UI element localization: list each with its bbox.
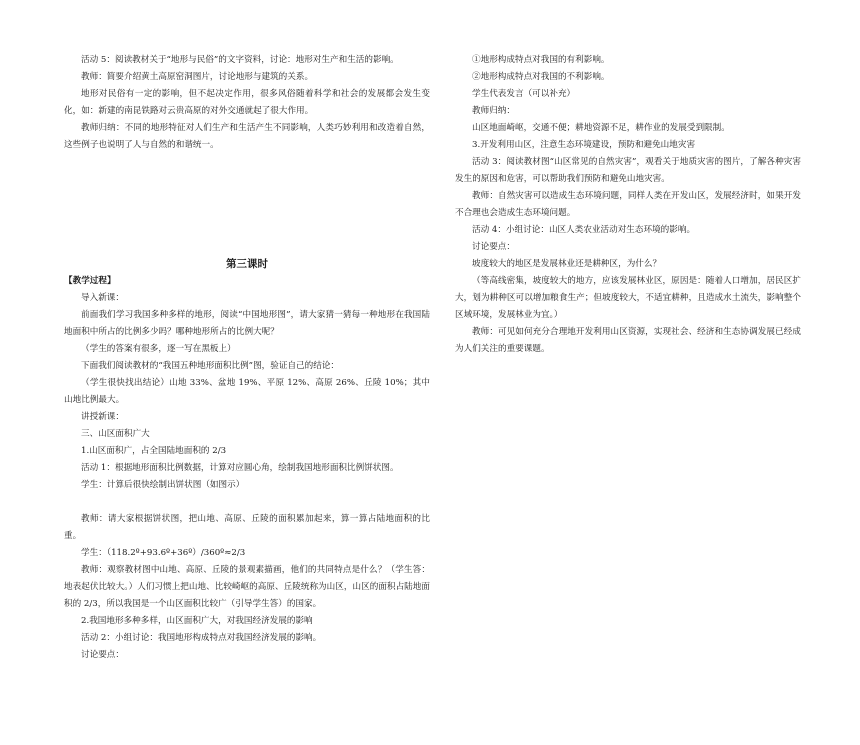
unfavorable-impact: ②地形构成特点对我国的不利影响。 — [472, 72, 610, 82]
verify-instruction: 下面我们阅读教材的“我国五种地形面积比例”图，验证自己的结论： — [81, 361, 340, 371]
discussion-points-label: 讨论要点： — [81, 650, 124, 660]
left-column — [64, 52, 430, 664]
teacher-summary: 教师归纳：不同的地形特征对人们生产和生活产生不同影响，人类巧妙利用和改造着自然，这些例子也说明了人与自然的和谐统一。 — [64, 123, 430, 150]
landform-folk-paragraph: 地形对民俗有一定的影响，但不起决定作用，很多风俗随着科学和社会的发展都会发生变化，如：新建的南昆铁路对云贵高原的对外交通就起了很大作用。 — [64, 89, 430, 116]
activity-1: 活动 1：根据地形面积比例数据，计算对应圆心角，绘制我国地形面积比例饼状图。 — [81, 463, 399, 473]
subheading-2: 2.我国地形多种多样，山区面积广大，对我国经济发展的影响 — [81, 616, 313, 626]
discussion-points-label-2: 讨论要点： — [472, 242, 515, 252]
teacher-conclusion: 教师：可见如何充分合理地开发利用山区资源，实现社会、经济和生态协调发展已经成为人们关注的重要课题。 — [455, 327, 801, 354]
teacher-intro-cave: 教师：简要介绍黄土高原窑洞图片，讨论地形与建筑的关系。 — [81, 72, 314, 82]
student-pie-chart: 学生：计算后很快绘制出饼状图（如图示） — [81, 480, 245, 490]
teacher-sum-question: 教师：请大家根据饼状图，把山地、高原、丘陵的面积累加起来，算一算占陆地面积的比重。 — [64, 514, 430, 541]
teacher-summary-label: 教师归纳： — [472, 106, 515, 116]
student-speech: 学生代表发言（可以补充） — [472, 89, 576, 99]
spacer — [64, 494, 430, 511]
favorable-impact: ①地形构成特点对我国的有利影响。 — [472, 55, 610, 65]
spacer — [64, 154, 430, 256]
activity-4: 活动 4：小组讨论：山区人类农业活动对生态环境的影响。 — [472, 225, 696, 235]
process-heading: 【教学过程】 — [64, 276, 116, 286]
subheading-1: 1.山区面积广，占全国陆地面积的 2/3 — [81, 446, 227, 456]
intro-label: 导入新课： — [81, 293, 124, 303]
right-column — [455, 52, 801, 358]
teacher-observation: 教师：观察教材图中山地、高原、丘陵的景观素描画，他们的共同特点是什么？（学生答：地表起伏比较大。）人们习惯上把山地、比较崎岖的高原、丘陵统称为山区，山区的面积占陆地面积的 2/3，所以我国是一个山区面积比较广（引导学生答）的国家。 — [64, 565, 430, 609]
activity-5: 活动 5：阅读教材关于“地形与民俗”的文字资料，讨论：地形对生产和生活的影响。 — [81, 55, 399, 65]
student-conclusion: （学生很快找出结论）山地 33%、盆地 19%、平原 12%、高原 26%、丘陵 10%；其中山地比例最大。 — [64, 378, 430, 405]
subheading-3: 3.开发利用山区，注意生态环境建设，预防和避免山地灾害 — [472, 140, 696, 150]
activity-3: 活动 3：阅读教材图“山区常见的自然灾害”，观看关于地质灾害的图片，了解各种灾害发生的原因和危害，可以帮助我们预防和避免山地灾害。 — [455, 157, 801, 184]
student-calculation: 学生：（118.2º+93.6º+36º）/360º≈2/3 — [81, 548, 246, 558]
new-lesson-label: 讲授新课： — [81, 412, 124, 422]
section-title: 第三课时 — [226, 258, 268, 270]
slope-question: 坡度较大的地区是发展林业还是耕种区，为什么？ — [472, 259, 662, 269]
activity-2: 活动 2：小组讨论：我国地形构成特点对我国经济发展的影响。 — [81, 633, 322, 643]
teacher-disaster-note: 教师：自然灾害可以造成生态环境问题，同样人类在开发山区，发展经济时，如果开发不合理也会造成生态环境问题。 — [455, 191, 801, 218]
student-answers-note: （学生的答案有很多，逐一写在黑板上） — [81, 344, 236, 354]
intro-question: 前面我们学习我国多种多样的地形，阅读“中国地形图”，请大家猜一猜每一种地形在我国陆地面积中所占的比例多少吗？哪种地形所占的比例大呢？ — [64, 310, 430, 337]
section-heading-3: 三、山区面积广大 — [81, 429, 150, 439]
mountain-area-summary: 山区地面崎岖，交通不便；耕地资源不足，耕作业的发展受到限制。 — [472, 123, 730, 133]
slope-answer: （等高线密集，坡度较大的地方，应该发展林业区，原因是：随着人口增加，居民区扩大，划为耕种区可以增加粮食生产；但坡度较大，不适宜耕种，且造成水土流失，影响整个区域环境，发展林业为宜。） — [455, 276, 801, 320]
